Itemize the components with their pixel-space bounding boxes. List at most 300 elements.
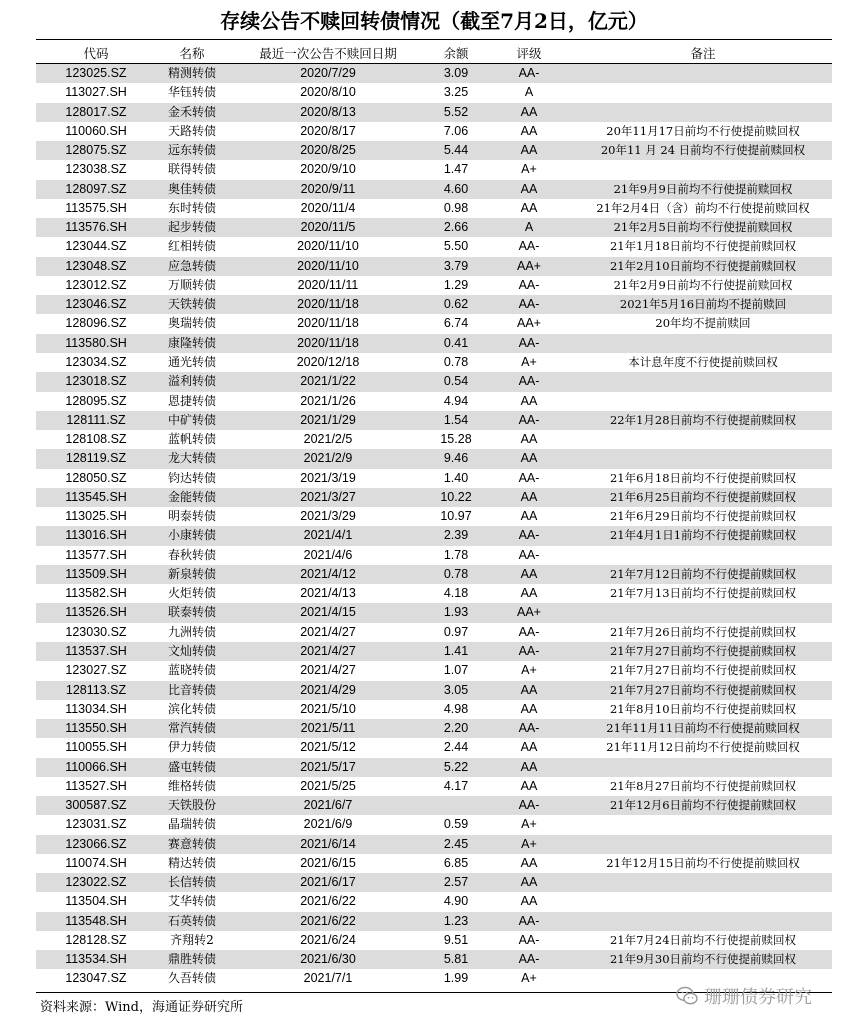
cell-name: 常汽转债 [167, 721, 216, 736]
cell-balance: 1.23 [443, 913, 469, 928]
cell-rating: AA [520, 143, 538, 158]
cell-date: 2021/6/9 [303, 817, 353, 832]
cell-remark: 21年2月10日前均不行使提前赎回权 [609, 258, 797, 273]
cell-name: 春秋转债 [167, 547, 216, 562]
cell-remark [574, 758, 832, 777]
cell-balance: 5.50 [443, 239, 469, 254]
cell-code: 128096.SZ [65, 316, 127, 331]
cell-remark [574, 83, 832, 102]
cell-remark [574, 430, 832, 449]
cell-date: 2021/3/27 [300, 489, 356, 504]
cell-name: 精测转债 [167, 66, 216, 80]
cell-code: 123044.SZ [65, 239, 127, 254]
cell-date: 2021/4/12 [300, 566, 356, 581]
table-body [36, 64, 832, 989]
cell-balance: 7.06 [443, 123, 469, 138]
cell-date: 2021/4/6 [303, 547, 353, 562]
cell-remark [574, 873, 832, 892]
cell-code: 128050.SZ [65, 470, 127, 485]
cell-name: 奥佳转债 [167, 181, 216, 196]
cell-name: 龙大转债 [167, 451, 216, 466]
cell-balance: 0.41 [443, 335, 469, 350]
cell-remark: 21年12月6日前均不行使提前赎回权 [609, 798, 797, 813]
cell-remark: 21年2月5日前均不行使提前赎回权 [613, 220, 793, 235]
cell-balance: 4.94 [443, 393, 469, 408]
cell-date: 2021/4/15 [300, 605, 356, 620]
table-row [36, 411, 832, 430]
cell-rating: AA [520, 489, 538, 504]
cell-name: 联泰转债 [167, 605, 216, 620]
table-row [36, 430, 832, 449]
cell-remark [574, 603, 832, 622]
cell-rating: AA [520, 123, 538, 138]
cell-date: 2021/3/29 [300, 509, 356, 524]
cell-name: 维格转债 [167, 778, 216, 793]
cell-rating: AA- [518, 624, 540, 639]
cell-date: 2021/4/29 [300, 682, 356, 697]
cell-name: 通光转债 [167, 354, 216, 369]
cell-rating: AA- [518, 528, 540, 543]
cell-date: 2021/5/10 [300, 701, 356, 716]
cell-balance: 4.17 [443, 778, 469, 793]
cell-balance: 1.07 [443, 663, 469, 678]
cell-remark [574, 912, 832, 931]
table-row [36, 83, 832, 102]
cell-rating: AA- [518, 952, 540, 967]
cell-date: 2021/6/24 [300, 932, 356, 947]
cell-remark: 21年7月27日前均不行使提前赎回权 [609, 663, 797, 678]
cell-date: 2021/7/1 [303, 971, 353, 986]
cell-date: 2021/4/13 [300, 586, 356, 601]
cell-balance: 4.18 [443, 586, 469, 601]
table-row [36, 218, 832, 237]
table-row [36, 237, 832, 256]
cell-name: 新泉转债 [167, 566, 216, 581]
cell-remark: 21年12月15日前均不行使提前赎回权 [606, 855, 800, 870]
cell-balance: 0.78 [443, 566, 469, 581]
cell-balance: 0.54 [443, 374, 469, 389]
table-row [36, 642, 832, 661]
cell-remark [574, 160, 832, 179]
cell-code: 113527.SH [65, 778, 127, 793]
cell-rating: A+ [521, 971, 537, 986]
cell-date: 2021/6/14 [300, 836, 356, 851]
table-row [36, 873, 832, 892]
cell-rating: AA [520, 778, 538, 793]
table-row [36, 257, 832, 276]
table-row [36, 199, 832, 218]
cell-rating: AA [520, 586, 538, 601]
cell-rating: AA- [518, 374, 540, 389]
cell-balance: 1.54 [443, 412, 469, 427]
cell-balance: 0.97 [443, 624, 469, 639]
cell-code: 123038.SZ [65, 162, 127, 177]
cell-code: 128119.SZ [65, 451, 127, 466]
table-row [36, 546, 832, 565]
cell-date: 2020/11/10 [297, 239, 359, 254]
cell-code: 113526.SH [65, 605, 127, 620]
cell-remark [574, 334, 832, 353]
header-date: 最近一次公告不赎回日期 [259, 46, 397, 61]
cell-name: 起步转债 [167, 220, 216, 235]
cell-code: 123018.SZ [65, 374, 127, 389]
cell-balance: 3.79 [443, 258, 469, 273]
cell-code: 113534.SH [65, 952, 127, 967]
cell-name: 华钰转债 [167, 85, 216, 100]
header-balance: 余额 [443, 46, 469, 61]
watermark-text: 珊珊债券研究 [704, 987, 812, 1008]
cell-balance: 10.22 [440, 489, 472, 504]
cell-balance: 5.22 [443, 759, 469, 774]
cell-remark: 21年4月1日1前均不行使提前赎回权 [609, 528, 797, 543]
cell-date: 2020/12/18 [296, 354, 360, 369]
cell-name: 联得转债 [167, 162, 216, 177]
cell-date: 2020/8/25 [300, 143, 356, 158]
cell-remark: 20年11月17日前均不行使提前赎回权 [606, 123, 800, 138]
cell-remark: 2021年5月16日前均不提前赎回 [619, 297, 787, 312]
table-row [36, 160, 832, 179]
cell-rating: A [524, 85, 534, 100]
cell-code: 123025.SZ [65, 66, 127, 80]
cell-code: 123031.SZ [65, 817, 127, 832]
cell-balance: 0.78 [443, 354, 469, 369]
cell-balance: 3.05 [443, 682, 469, 697]
cell-name: 小康转债 [167, 528, 216, 543]
cell-date: 2021/1/26 [300, 393, 356, 408]
cell-code: 113548.SH [65, 913, 127, 928]
table-row [36, 122, 832, 141]
cell-remark [574, 546, 832, 565]
cell-code: 113576.SH [65, 220, 127, 235]
cell-balance: 4.60 [443, 181, 469, 196]
table-row [36, 700, 832, 719]
cell-name: 中矿转债 [167, 412, 216, 427]
cell-date: 2021/5/11 [300, 721, 356, 736]
cell-balance: 10.97 [440, 509, 472, 524]
cell-date: 2021/6/22 [300, 913, 356, 928]
cell-code: 110066.SH [65, 759, 127, 774]
cell-remark [574, 815, 832, 834]
cell-balance: 2.39 [443, 528, 469, 543]
header-rating: 评级 [516, 46, 542, 61]
cell-rating: A+ [521, 663, 537, 678]
cell-balance: 1.99 [443, 971, 469, 986]
cell-rating: A+ [521, 162, 537, 177]
cell-balance: 0.98 [443, 200, 469, 215]
cell-remark: 21年8月27日前均不行使提前赎回权 [609, 778, 797, 793]
cell-name: 明泰转债 [167, 509, 216, 524]
cell-remark: 21年7月12日前均不行使提前赎回权 [609, 566, 797, 581]
cell-name: 精达转债 [167, 855, 216, 870]
cell-name: 盛屯转债 [167, 759, 216, 774]
cell-balance: 15.28 [440, 432, 472, 447]
cell-balance: 0.62 [443, 297, 469, 312]
cell-remark: 21年6月25日前均不行使提前赎回权 [609, 489, 797, 504]
cell-rating: AA [520, 701, 538, 716]
cell-code: 128108.SZ [65, 432, 127, 447]
cell-date: 2020/7/29 [300, 66, 356, 80]
cell-name: 钧达转债 [167, 470, 216, 485]
cell-code: 123034.SZ [65, 354, 127, 369]
table-row [36, 854, 832, 873]
table-row [36, 738, 832, 757]
cell-date: 2021/5/25 [300, 778, 356, 793]
table-row [36, 334, 832, 353]
cell-remark: 21年6月29日前均不行使提前赎回权 [609, 509, 797, 524]
cell-rating: AA- [518, 913, 540, 928]
cell-balance: 1.29 [443, 277, 469, 292]
cell-balance: 3.25 [443, 85, 469, 100]
cell-name: 晶瑞转债 [167, 817, 216, 832]
cell-date: 2020/11/5 [300, 220, 356, 235]
cell-balance: 1.40 [443, 470, 469, 485]
cell-name: 金禾转债 [167, 104, 216, 119]
cell-name: 恩捷转债 [167, 393, 216, 408]
cell-remark: 21年9月30日前均不行使提前赎回权 [609, 952, 797, 967]
watermark [676, 984, 812, 1008]
cell-balance: 2.66 [443, 220, 469, 235]
cell-remark: 本计息年度不行使提前赎回权 [628, 354, 778, 369]
cell-code: 300587.SZ [65, 798, 127, 813]
cell-date: 2020/9/10 [300, 162, 356, 177]
cell-remark: 21年1月18日前均不行使提前赎回权 [609, 239, 797, 254]
cell-name: 远东转债 [167, 143, 216, 158]
cell-code: 113504.SH [65, 894, 127, 909]
table-row [36, 469, 832, 488]
cell-remark: 21年11月12日前均不行使提前赎回权 [606, 740, 800, 755]
cell-name: 久吾转债 [167, 971, 216, 986]
cell-name: 溢利转债 [167, 374, 216, 389]
cell-rating: AA- [518, 470, 540, 485]
table-row [36, 681, 832, 700]
cell-remark: 21年7月24日前均不行使提前赎回权 [609, 932, 797, 947]
cell-date: 2021/2/9 [303, 451, 353, 466]
cell-rating: AA [520, 740, 538, 755]
cell-code: 113580.SH [65, 335, 127, 350]
cell-rating: AA- [518, 277, 540, 292]
cell-balance: 5.81 [443, 952, 469, 967]
cell-date: 2020/11/4 [300, 200, 356, 215]
cell-rating: AA+ [517, 605, 541, 620]
table-row [36, 295, 832, 314]
cell-rating: A [524, 220, 534, 235]
cell-rating: AA [520, 432, 538, 447]
cell-rating: AA- [518, 239, 540, 254]
cell-date: 2020/9/11 [300, 181, 356, 196]
cell-remark: 21年2月4日（含）前均不行使提前赎回权 [596, 200, 810, 215]
cell-name: 天铁股份 [167, 798, 216, 813]
cell-balance: 0.59 [443, 817, 469, 832]
cell-rating: A+ [521, 354, 537, 369]
cell-remark: 21年7月27日前均不行使提前赎回权 [609, 682, 797, 697]
table-row [36, 314, 832, 333]
cell-code: 128097.SZ [65, 181, 127, 196]
cell-code: 113027.SH [65, 85, 127, 100]
table-row [36, 892, 832, 911]
table-row [36, 103, 832, 122]
cell-rating: AA+ [517, 258, 541, 273]
cell-code: 113016.SH [65, 528, 127, 543]
cell-rating: AA [520, 566, 538, 581]
cell-name: 红相转债 [167, 239, 216, 254]
cell-balance [428, 796, 484, 815]
cell-name: 比音转债 [167, 682, 216, 697]
cell-remark [574, 392, 832, 411]
cell-remark [574, 892, 832, 911]
cell-rating: AA- [518, 643, 540, 658]
table-row [36, 372, 832, 391]
table-row [36, 950, 832, 969]
cell-name: 伊力转债 [167, 740, 216, 755]
cell-balance: 9.51 [443, 932, 469, 947]
cell-name: 康隆转债 [167, 335, 216, 350]
cell-rating: A+ [521, 817, 537, 832]
cell-code: 123012.SZ [65, 277, 127, 292]
cell-date: 2020/11/18 [297, 335, 359, 350]
cell-date: 2021/4/27 [300, 663, 356, 678]
bond-table [36, 44, 832, 989]
cell-rating: AA- [518, 547, 540, 562]
cell-code: 123048.SZ [65, 258, 127, 273]
cell-code: 123066.SZ [65, 836, 127, 851]
cell-rating: AA [520, 104, 538, 119]
cell-date: 2021/4/27 [300, 643, 356, 658]
table-row [36, 565, 832, 584]
cell-balance: 1.41 [443, 643, 469, 658]
cell-date: 2021/6/7 [303, 798, 353, 813]
cell-name: 奥瑞转债 [167, 316, 216, 331]
cell-rating: AA [520, 855, 538, 870]
cell-remark [574, 449, 832, 468]
cell-date: 2020/11/18 [297, 297, 359, 312]
table-row [36, 758, 832, 777]
cell-date: 2020/11/18 [297, 316, 359, 331]
header-remark: 备注 [690, 46, 716, 61]
cell-remark: 20年均不提前赎回 [655, 316, 751, 331]
cell-remark: 22年1月28日前均不行使提前赎回权 [609, 412, 797, 427]
cell-date: 2021/1/29 [300, 412, 356, 427]
cell-rating: AA- [518, 932, 540, 947]
cell-remark: 21年8月10日前均不行使提前赎回权 [609, 701, 797, 716]
table-row [36, 931, 832, 950]
cell-rating: AA [520, 759, 538, 774]
cell-name: 滨化转债 [167, 701, 216, 716]
cell-name: 石英转债 [167, 913, 216, 928]
cell-name: 艾华转债 [167, 894, 216, 909]
cell-rating: AA- [518, 297, 540, 312]
cell-code: 113509.SH [65, 566, 127, 581]
cell-code: 110060.SH [65, 123, 127, 138]
cell-rating: AA [520, 181, 538, 196]
table-row [36, 912, 832, 931]
cell-balance: 2.44 [443, 740, 469, 755]
cell-balance: 4.98 [443, 701, 469, 716]
cell-name: 天路转债 [167, 123, 216, 138]
cell-remark [574, 372, 832, 391]
cell-code: 123027.SZ [65, 663, 127, 678]
cell-code: 128075.SZ [65, 143, 127, 158]
cell-balance: 6.85 [443, 855, 469, 870]
cell-rating: AA- [518, 412, 540, 427]
cell-rating: AA- [518, 335, 540, 350]
cell-balance: 2.20 [443, 721, 469, 736]
cell-code: 113575.SH [65, 200, 127, 215]
cell-date: 2021/6/15 [300, 855, 356, 870]
cell-balance: 1.93 [443, 605, 469, 620]
table-row [36, 603, 832, 622]
cell-code: 113025.SH [65, 509, 127, 524]
cell-rating: AA [520, 451, 538, 466]
table-title: 存续公告不赎回转债情况（截至7月2日，亿元） [36, 2, 832, 40]
table-row [36, 449, 832, 468]
cell-remark: 21年7月27日前均不行使提前赎回权 [609, 643, 797, 658]
cell-date: 2021/6/22 [300, 894, 356, 909]
cell-code: 113582.SH [65, 586, 127, 601]
cell-code: 110074.SH [65, 855, 127, 870]
table-row [36, 507, 832, 526]
cell-balance: 5.44 [443, 143, 469, 158]
cell-remark: 21年7月26日前均不行使提前赎回权 [609, 624, 797, 639]
cell-name: 火炬转债 [167, 586, 216, 601]
header-name: 名称 [179, 46, 205, 61]
cell-rating: AA- [518, 798, 540, 813]
cell-name: 鼎胜转债 [167, 952, 216, 967]
cell-name: 天铁转债 [167, 297, 216, 312]
cell-rating: AA [520, 894, 538, 909]
cell-date: 2021/3/19 [300, 470, 356, 485]
table-row [36, 719, 832, 738]
table-row [36, 796, 832, 815]
table-header [36, 44, 832, 64]
cell-remark: 21年7月13日前均不行使提前赎回权 [609, 586, 797, 601]
cell-code: 128111.SZ [66, 412, 126, 427]
cell-rating: AA [520, 875, 538, 890]
cell-rating: AA [520, 393, 538, 408]
table-row [36, 276, 832, 295]
cell-code: 113545.SH [65, 489, 127, 504]
cell-code: 128113.SZ [65, 682, 127, 697]
cell-balance: 4.90 [443, 894, 469, 909]
table-row [36, 64, 832, 83]
source-note: 资料来源：Wind，海通证券研究所 [40, 1000, 243, 1015]
cell-name: 东时转债 [167, 200, 216, 215]
cell-balance: 2.57 [443, 875, 469, 890]
cell-date: 2021/5/17 [300, 759, 356, 774]
cell-balance: 5.52 [443, 104, 469, 119]
cell-name: 金能转债 [167, 489, 216, 504]
cell-name: 蓝帆转债 [167, 432, 216, 447]
cell-remark: 21年11月11日前均不行使提前赎回权 [606, 721, 800, 736]
cell-date: 2020/8/10 [300, 85, 356, 100]
table-row [36, 180, 832, 199]
cell-code: 123046.SZ [65, 297, 127, 312]
cell-name: 文灿转债 [167, 643, 216, 658]
cell-code: 113537.SH [65, 643, 127, 658]
table-row [36, 392, 832, 411]
cell-name: 蓝晓转债 [167, 663, 216, 678]
cell-code: 123022.SZ [65, 875, 127, 890]
cell-date: 2021/2/5 [303, 432, 353, 447]
cell-remark: 21年2月9日前均不行使提前赎回权 [613, 277, 793, 292]
cell-code: 123030.SZ [65, 624, 127, 639]
wechat-icon [676, 986, 698, 1006]
cell-balance: 1.78 [443, 547, 469, 562]
cell-rating: AA- [518, 66, 540, 80]
cell-date: 2020/8/17 [300, 123, 356, 138]
cell-name: 齐翔转2 [170, 932, 214, 947]
cell-code: 128017.SZ [65, 104, 127, 119]
cell-remark [574, 103, 832, 122]
